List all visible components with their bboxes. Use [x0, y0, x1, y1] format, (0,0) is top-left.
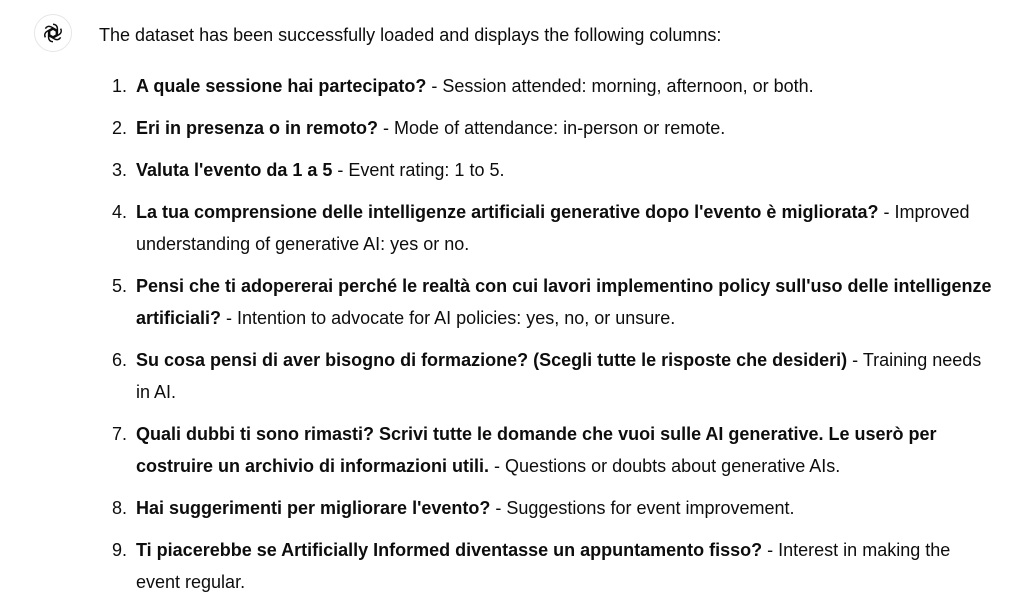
- column-question: Su cosa pensi di aver bisogno di formazione? (Scegli tutte le risposte che desideri): [136, 350, 848, 370]
- column-description: - Training needs in AI.: [136, 350, 982, 402]
- item-number: 5.: [111, 276, 127, 296]
- column-question: Eri in presenza o in remoto?: [136, 118, 379, 138]
- column-description: - Interest in making the event regular.: [136, 540, 951, 592]
- column-item: [99, 344, 999, 408]
- column-item: [99, 270, 999, 334]
- assistant-message: [99, 20, 999, 608]
- column-question: La tua comprensione delle intelligenze artificiali generative dopo l'evento è migliorata?: [136, 202, 879, 222]
- column-description: - Intention to advocate for AI policies: yes, no, or unsure.: [221, 308, 676, 328]
- column-description: - Improved understanding of generative AI: yes or no.: [136, 202, 970, 254]
- item-number: 7.: [111, 424, 127, 444]
- item-number: 4.: [111, 202, 127, 222]
- column-description: - Suggestions for event improvement.: [490, 498, 795, 518]
- column-description: - Event rating: 1 to 5.: [332, 160, 505, 180]
- item-number: 1.: [111, 76, 127, 96]
- column-item: [99, 418, 999, 482]
- column-description: - Mode of attendance: in-person or remote.: [378, 118, 726, 138]
- item-number: 3.: [111, 160, 127, 180]
- column-description: - Session attended: morning, afternoon, or both.: [426, 76, 814, 96]
- column-description: - Questions or doubts about generative AIs.: [489, 456, 841, 476]
- column-item: [99, 154, 999, 186]
- assistant-avatar: [34, 14, 72, 52]
- column-question: Quali dubbi ti sono rimasti? Scrivi tutte le domande che vuoi sulle AI generative. Le userò per costruire un archivio di informazioni utili.: [136, 424, 937, 476]
- item-number: 2.: [111, 118, 127, 138]
- openai-logo-icon: [41, 21, 65, 45]
- column-item: [99, 112, 999, 144]
- item-number: 9.: [111, 540, 127, 560]
- column-item: [99, 70, 999, 102]
- column-question: Pensi che ti adopererai perché le realtà con cui lavori implementino policy sull'uso delle intelligenze artificiali?: [136, 276, 992, 328]
- column-question: A quale sessione hai partecipato?: [136, 76, 427, 96]
- item-number: 6.: [111, 350, 127, 370]
- column-item: [99, 534, 999, 598]
- columns-list: [99, 70, 999, 598]
- column-item: [99, 196, 999, 260]
- column-question: Ti piacerebbe se Artificially Informed diventasse un appuntamento fisso?: [136, 540, 763, 560]
- column-question: Hai suggerimenti per migliorare l'evento?: [136, 498, 491, 518]
- column-question: Valuta l'evento da 1 a 5: [136, 160, 333, 180]
- item-number: 8.: [111, 498, 127, 518]
- message-intro: The dataset has been successfully loaded and displays the following columns:: [99, 25, 722, 45]
- column-item: [99, 492, 999, 524]
